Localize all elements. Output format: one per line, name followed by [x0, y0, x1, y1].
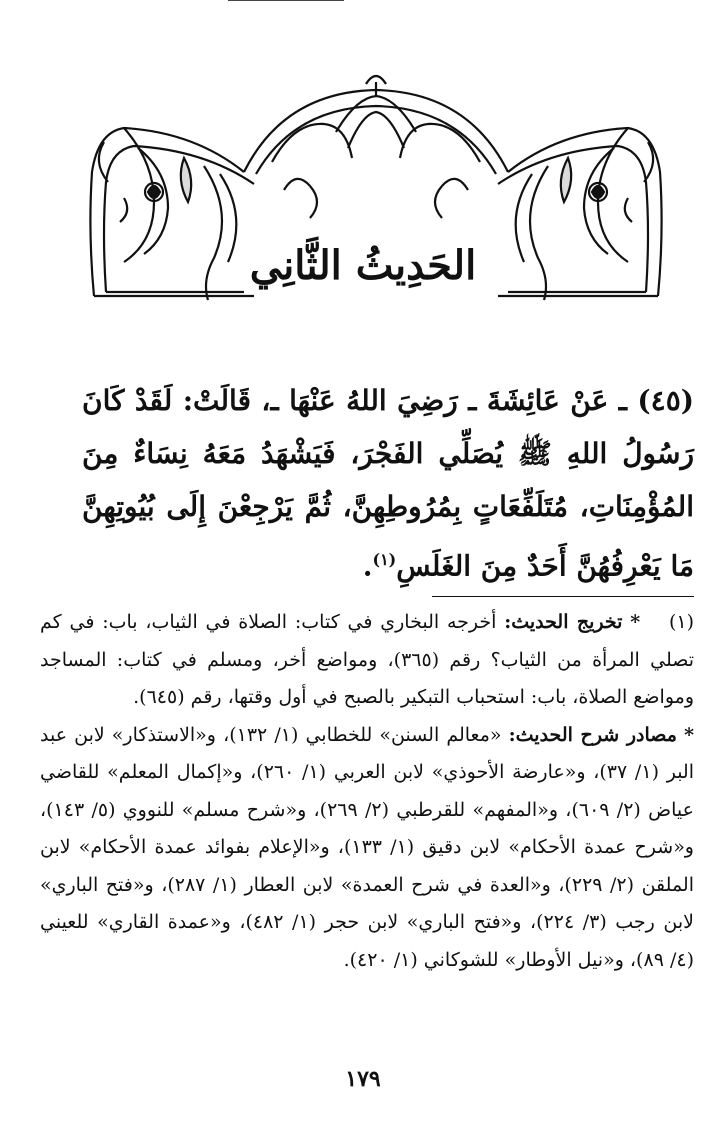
footnote-takhrij	[40, 604, 694, 717]
footnote-number: (١)	[668, 611, 695, 633]
hadith-text-block	[82, 374, 694, 592]
footnote-reference: (١)	[372, 550, 397, 569]
footnote	[40, 604, 694, 979]
takhrij-text: أخرجه البخاري في كتاب: الصلاة في الثياب، باب: في كم تصلي المرأة من الثياب؟ رقم (٣٦٥)، ومواضع أخر، ومسلم في كتاب: المساجد ومواضع الصلاة، باب: استحباب التبكير بالصبح في أول وقتها، رقم (٦٤٥).	[40, 611, 695, 708]
footnote-separator	[432, 596, 694, 597]
takhrij-label: تخريج الحديث:	[504, 611, 623, 633]
footnote-sources	[40, 717, 694, 980]
hadith-body: ـ عَنْ عَائِشَةَ ـ رَضِيَ اللهُ عَنْهَا ـ، قَالَتْ: لَقَدْ كَانَ رَسُولُ اللهِ ﷺ يُصَلِّي الفَجْرَ، فَيَشْهَدُ مَعَهُ نِسَاءٌ مِنَ المُؤْمِنَاتِ، مُتَلَفِّعَاتٍ بِمُرُوطِهِنَّ، ثُمَّ يَرْجِعْنَ إِلَى بُيُوتِهِنَّ مَا يَعْرِفُهُنَّ أَحَدٌ مِنَ الغَلَسِ	[82, 384, 694, 583]
hadith-end-mark: .	[362, 549, 373, 583]
hadith-number: (٤٥)	[637, 384, 694, 417]
sources-text: «معالم السنن» للخطابي (١/ ١٣٢)، و«الاستذكار» لابن عبد البر (١/ ٣٧)، و«عارضة الأحوذي» لابن العربي (١/ ٢٦٠)، و«إكمال المعلم» للقاضي عياض (٢/ ٦٠٩)، و«المفهم» للقرطبي (٢/ ٢٦٩)، و«شرح مسلم» للنووي (٥/ ١٤٣)، و«شرح عمدة الأحكام» لابن دقيق (١/ ١٣٣)، و«الإعلام بفوائد عمدة الأحكام» لابن الملقن (٢/ ٢٢٩)، و«العدة في شرح العمدة» لابن العطار (١/ ٢٨٧)، و«فتح الباري» لابن رجب (٣/ ٢٢٤)، و«فتح الباري» لابن حجر (١/ ٤٨٢)، و«عمدة القاري» للعيني (٤/ ٨٩)، و«نيل الأوطار» للشوكاني (١/ ٤٢٠).	[40, 723, 694, 971]
star-marker: *	[630, 611, 641, 633]
sources-label: مصادر شرح الحديث:	[508, 723, 677, 746]
top-edge-mark	[228, 0, 344, 4]
chapter-title: الحَدِيثُ الثَّانِي	[249, 242, 477, 289]
star-marker: *	[684, 723, 694, 746]
page-number: ١٧٩	[345, 1066, 381, 1092]
